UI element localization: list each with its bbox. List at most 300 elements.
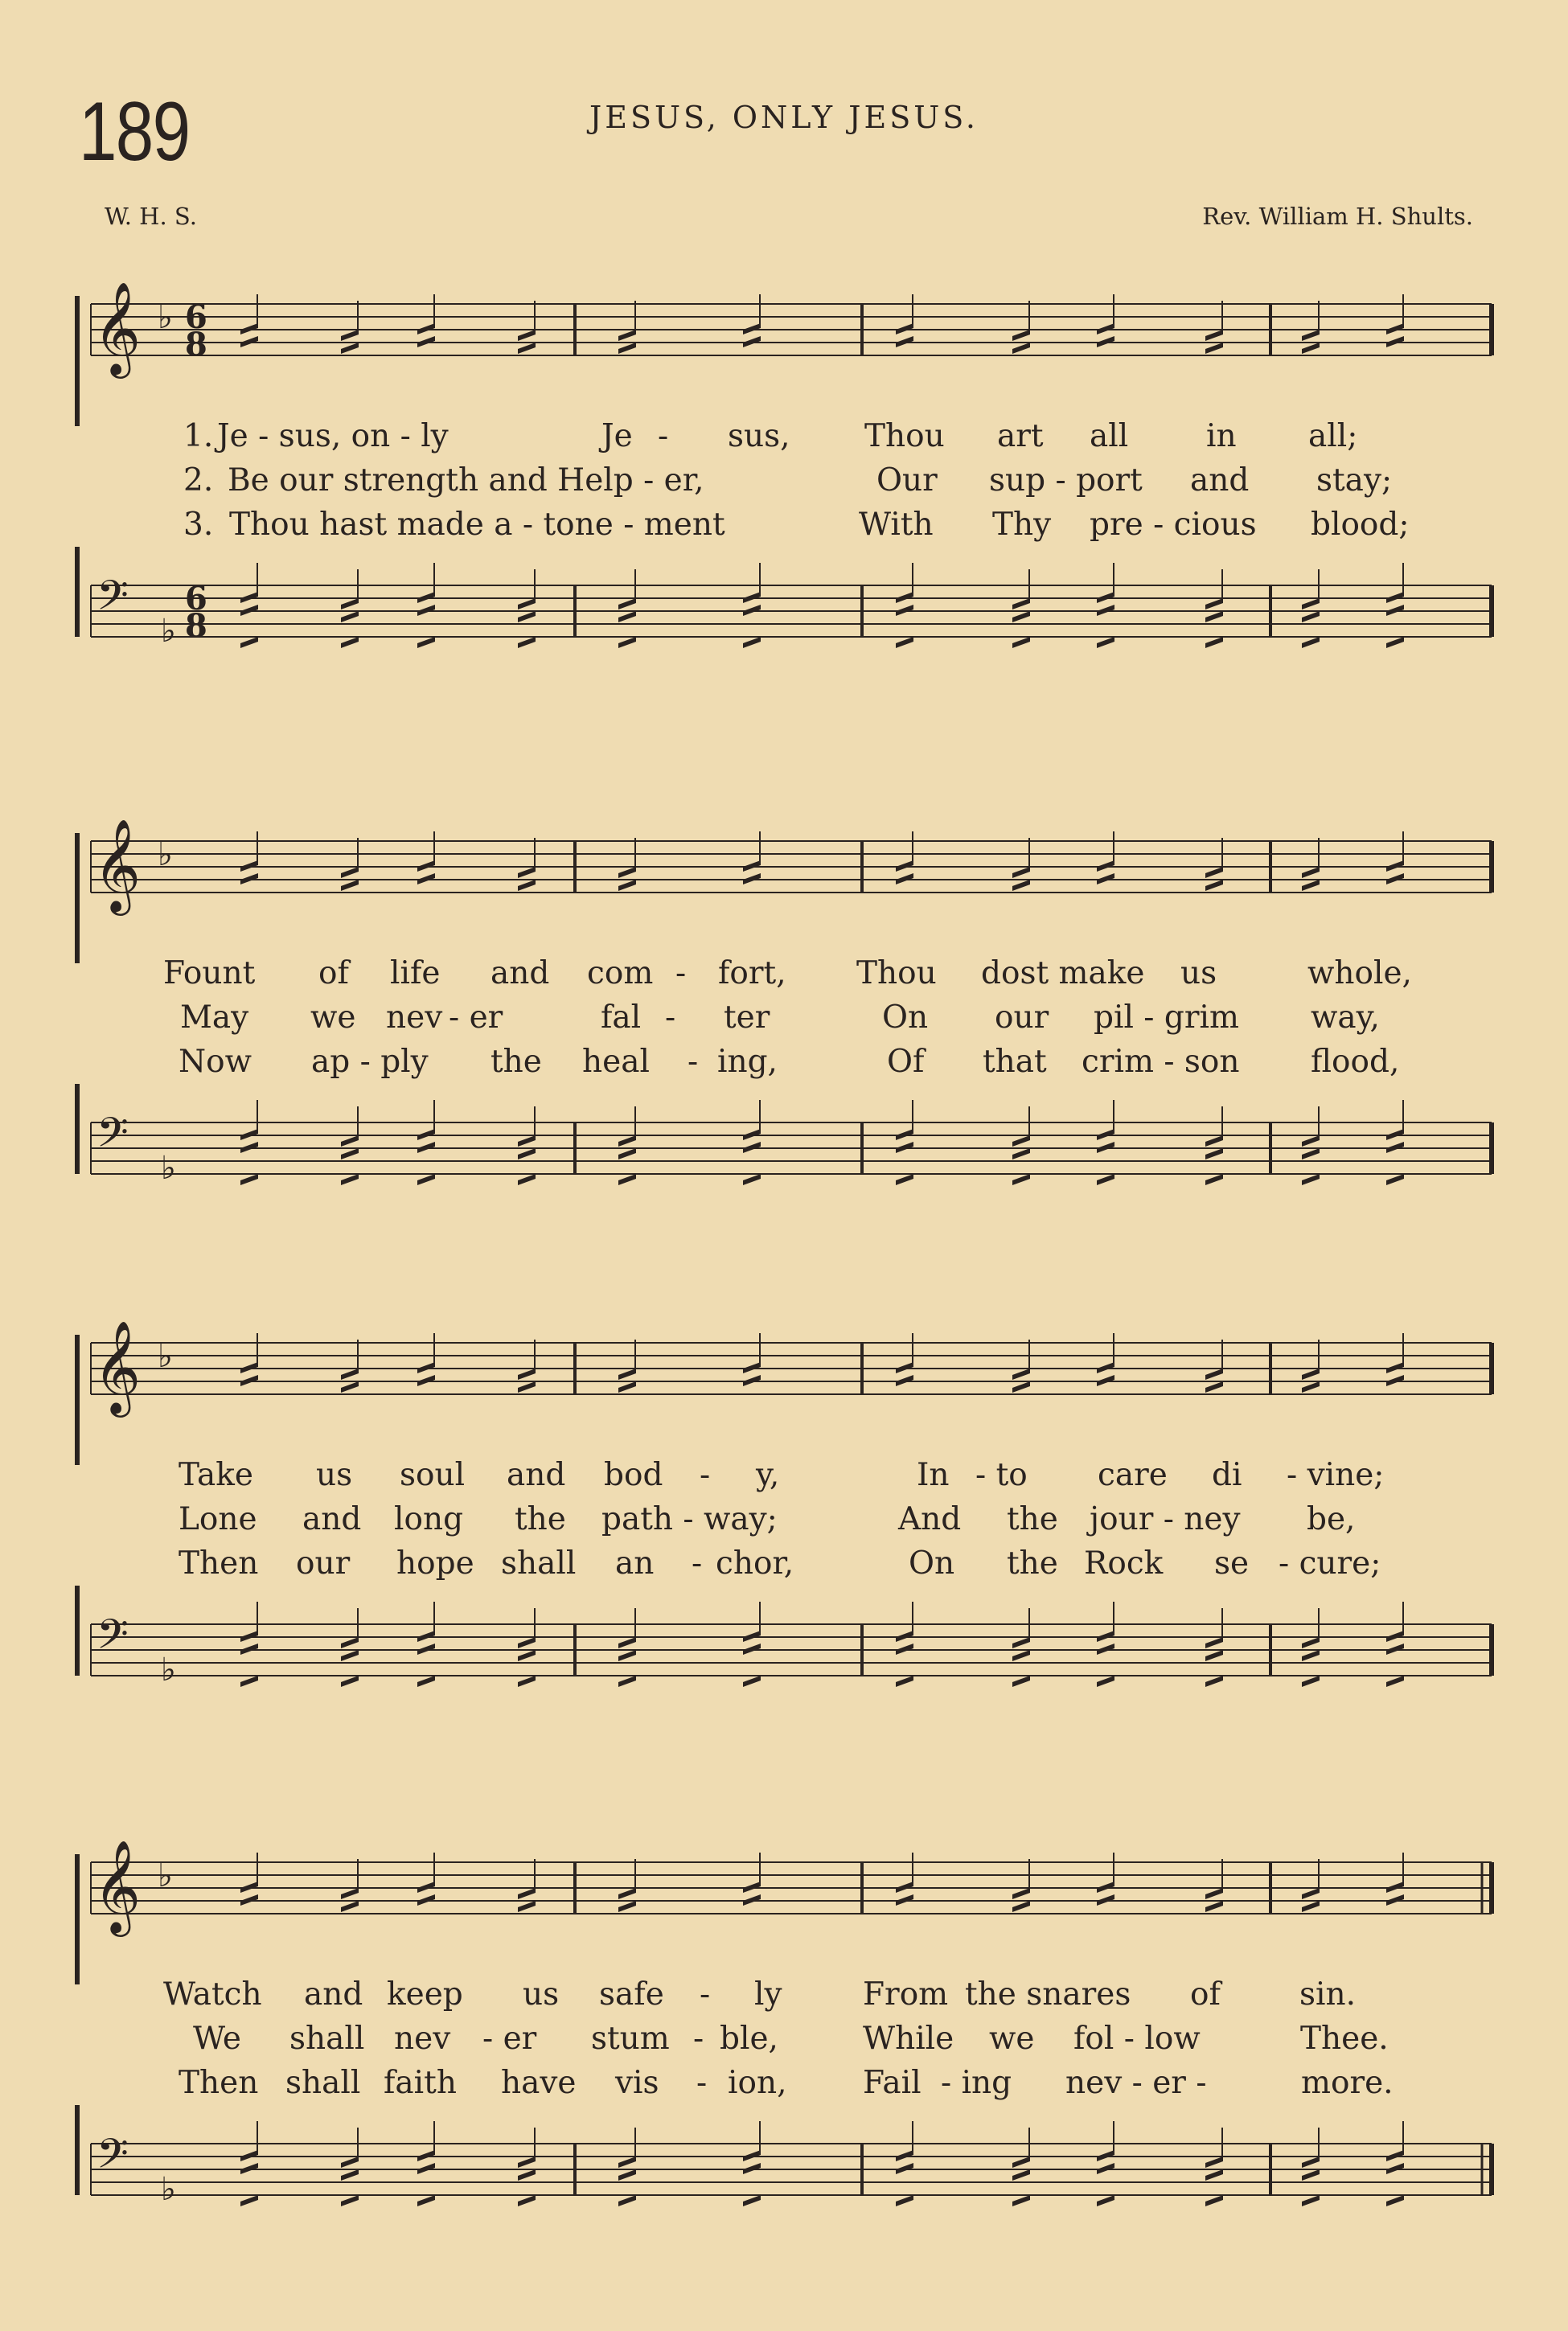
lyric-syllable: we: [989, 2021, 1035, 2057]
verse-2-line: [0, 2019, 1568, 2059]
note-head-icon: [1012, 1637, 1030, 1648]
lyric-syllable: ter: [724, 999, 770, 1036]
note-head-icon: [518, 611, 536, 622]
verse-number: 3.: [183, 507, 214, 543]
lyric-syllable: ion,: [728, 2065, 787, 2101]
flat-icon: ♭: [161, 613, 176, 650]
lyric-syllable: of: [1190, 1976, 1221, 2013]
note-head-icon: [1302, 1135, 1320, 1147]
lyric-syllable: shall: [501, 1545, 577, 1582]
lyric-syllable: com: [587, 955, 654, 991]
lyric-syllable: and: [302, 1501, 362, 1537]
lyric-syllable: our: [296, 1545, 351, 1582]
note-head-icon: [1205, 1637, 1223, 1648]
note-head-icon: [1097, 336, 1114, 347]
note-head-icon: [618, 1637, 636, 1648]
lyric-syllable: sin.: [1299, 1976, 1357, 2013]
lyric-syllable: faith: [384, 2065, 457, 2101]
note-head-icon: [1097, 2163, 1114, 2174]
note-head-icon: [1386, 1362, 1404, 1373]
note-head-icon: [1012, 611, 1030, 622]
bass-clef-icon: 𝄢: [96, 1108, 129, 1167]
note-head-icon: [417, 1375, 435, 1386]
verse-2-line: [0, 461, 1568, 501]
lyric-syllable: - er: [482, 2021, 537, 2057]
note-head-icon: [1205, 1135, 1223, 1147]
flat-icon: ♭: [158, 1338, 173, 1375]
lyric-syllable: and: [304, 1976, 363, 2013]
note-head-icon: [1097, 605, 1114, 616]
lyric-syllable: and: [1190, 462, 1250, 499]
note-head-icon: [1302, 611, 1320, 622]
note-head-icon: [1012, 2157, 1030, 2168]
lyric-syllable: flood,: [1311, 1044, 1400, 1080]
treble-staff-2: [0, 802, 1568, 963]
note-head-icon: [1012, 343, 1030, 354]
music-credit: Rev. William H. Shults.: [1202, 203, 1473, 230]
note-head-icon: [1097, 1644, 1114, 1655]
note-head-icon: [518, 1174, 536, 1185]
note-head-icon: [1012, 1381, 1030, 1393]
time-signature-icon: 8: [185, 607, 207, 645]
lyric-syllable: - cure;: [1279, 1545, 1381, 1582]
note-head-icon: [1386, 1142, 1404, 1153]
note-head-icon: [1205, 343, 1223, 354]
note-head-icon: [743, 592, 761, 603]
note-head-icon: [1205, 1901, 1223, 1912]
note-head-icon: [518, 1637, 536, 1648]
note-head-icon: [743, 1644, 761, 1655]
lyric-syllable: - er: [449, 999, 503, 1036]
note-head-icon: [240, 860, 258, 872]
lyric-syllable: May: [180, 999, 249, 1036]
note-head-icon: [1386, 2150, 1404, 2161]
note-head-icon: [341, 1637, 359, 1648]
note-head-icon: [1386, 592, 1404, 603]
note-head-icon: [341, 1650, 359, 1661]
lyric-syllable: Of: [887, 1044, 925, 1080]
lyric-syllable: in: [1206, 418, 1237, 454]
note-head-icon: [896, 1644, 913, 1655]
lyric-syllable: Thou hast made a - tone - ment: [229, 507, 725, 543]
note-head-icon: [1205, 867, 1223, 878]
note-head-icon: [1302, 867, 1320, 878]
note-head-icon: [417, 2163, 435, 2174]
note-head-icon: [1097, 637, 1114, 648]
note-head-icon: [518, 1888, 536, 1899]
note-head-icon: [1012, 1135, 1030, 1147]
note-head-icon: [618, 330, 636, 341]
hymn-title: JESUS, ONLY JESUS.: [589, 100, 979, 135]
note-head-icon: [1012, 2195, 1030, 2206]
lyric-syllable: Then: [179, 1545, 259, 1582]
note-head-icon: [417, 860, 435, 872]
lyric-syllable: On: [882, 999, 929, 1036]
note-head-icon: [341, 1381, 359, 1393]
note-head-icon: [1386, 1375, 1404, 1386]
lyric-syllable: se: [1214, 1545, 1250, 1582]
note-head-icon: [1012, 2169, 1030, 2181]
lyric-syllable: On: [909, 1545, 955, 1582]
lyric-syllable: jour - ney: [1090, 1501, 1241, 1537]
note-head-icon: [1205, 2169, 1223, 2181]
lyric-syllable: - vine;: [1287, 1457, 1385, 1493]
note-head-icon: [1302, 880, 1320, 891]
lyric-syllable: Lone: [179, 1501, 257, 1537]
note-head-icon: [1205, 330, 1223, 341]
treble-clef-icon: 𝄞: [93, 1839, 142, 1933]
lyric-syllable: And: [898, 1501, 962, 1537]
lyric-syllable: Thee.: [1300, 2021, 1389, 2057]
note-head-icon: [1012, 1901, 1030, 1912]
note-head-icon: [896, 323, 913, 334]
note-head-icon: [417, 2195, 435, 2206]
note-head-icon: [1205, 2195, 1223, 2206]
lyric-syllable: our: [995, 999, 1049, 1036]
lyric-syllable: nev - er -: [1065, 2065, 1207, 2101]
note-head-icon: [743, 1129, 761, 1140]
note-head-icon: [341, 598, 359, 609]
lyric-syllable: more.: [1301, 2065, 1394, 2101]
note-head-icon: [240, 1142, 258, 1153]
lyric-syllable: way,: [1311, 999, 1380, 1036]
note-head-icon: [417, 1174, 435, 1185]
note-head-icon: [1012, 1369, 1030, 1380]
note-head-icon: [1302, 598, 1320, 609]
lyric-syllable: ble,: [720, 2021, 778, 2057]
lyric-syllable: fort,: [718, 955, 786, 991]
music-system-2: [0, 778, 1568, 1229]
lyric-syllable: the snares: [965, 1976, 1131, 2013]
lyric-syllable: -: [658, 418, 669, 454]
lyric-syllable: the: [1007, 1501, 1058, 1537]
lyric-syllable: we: [310, 999, 356, 1036]
note-head-icon: [1302, 2169, 1320, 2181]
lyric-syllable: nev: [386, 999, 443, 1036]
note-head-icon: [417, 2150, 435, 2161]
note-head-icon: [1012, 1148, 1030, 1159]
note-head-icon: [341, 1135, 359, 1147]
lyric-syllable: sup - port: [989, 462, 1143, 499]
note-head-icon: [618, 2157, 636, 2168]
note-head-icon: [896, 2150, 913, 2161]
verse-1-line: [0, 954, 1568, 994]
note-head-icon: [341, 1174, 359, 1185]
note-head-icon: [1386, 1129, 1404, 1140]
note-head-icon: [1012, 1676, 1030, 1687]
note-head-icon: [896, 860, 913, 872]
note-head-icon: [896, 592, 913, 603]
note-head-icon: [618, 2169, 636, 2181]
note-head-icon: [896, 1142, 913, 1153]
note-head-icon: [1012, 1650, 1030, 1661]
lyric-syllable: -: [692, 1545, 703, 1582]
note-head-icon: [1302, 1148, 1320, 1159]
lyric-syllable: crim - son: [1082, 1044, 1240, 1080]
verse-3-line: [0, 1042, 1568, 1082]
note-head-icon: [1012, 880, 1030, 891]
note-head-icon: [896, 1676, 913, 1687]
note-head-icon: [518, 867, 536, 878]
lyric-syllable: -: [688, 1044, 699, 1080]
verse-2-line: [0, 998, 1568, 1038]
note-head-icon: [743, 1676, 761, 1687]
lyric-syllable: Je: [601, 418, 633, 454]
note-head-icon: [417, 1676, 435, 1687]
note-head-icon: [896, 1375, 913, 1386]
note-head-icon: [1097, 1362, 1114, 1373]
lyric-syllable: Fail: [863, 2065, 922, 2101]
note-head-icon: [518, 1676, 536, 1687]
note-head-icon: [896, 1362, 913, 1373]
note-head-icon: [1097, 1894, 1114, 1906]
note-head-icon: [1097, 1375, 1114, 1386]
lyric-syllable: Our: [876, 462, 938, 499]
note-head-icon: [1097, 1882, 1114, 1893]
note-head-icon: [240, 1676, 258, 1687]
note-head-icon: [1302, 1369, 1320, 1380]
lyric-syllable: Je - sus, on - ly: [217, 418, 449, 454]
note-head-icon: [618, 880, 636, 891]
note-head-icon: [1012, 598, 1030, 609]
note-head-icon: [240, 1362, 258, 1373]
note-head-icon: [618, 867, 636, 878]
note-head-icon: [1097, 323, 1114, 334]
note-head-icon: [896, 1882, 913, 1893]
hymn-number: 189: [79, 85, 190, 179]
note-head-icon: [1302, 1174, 1320, 1185]
note-head-icon: [240, 1882, 258, 1893]
lyric-syllable: the: [491, 1044, 542, 1080]
note-head-icon: [743, 1362, 761, 1373]
note-head-icon: [618, 1148, 636, 1159]
lyric-syllable: heal: [582, 1044, 650, 1080]
note-head-icon: [896, 1174, 913, 1185]
lyric-syllable: shall: [285, 2065, 361, 2101]
note-head-icon: [518, 2157, 536, 2168]
note-head-icon: [1302, 330, 1320, 341]
note-head-icon: [240, 1129, 258, 1140]
lyric-syllable: long: [394, 1501, 464, 1537]
note-head-icon: [1205, 2157, 1223, 2168]
lyric-syllable: all: [1090, 418, 1129, 454]
lyric-syllable: We: [193, 2021, 241, 2057]
lyric-syllable: safe: [599, 1976, 664, 2013]
treble-clef-icon: 𝄞: [93, 818, 142, 912]
note-head-icon: [743, 1631, 761, 1642]
note-head-icon: [896, 605, 913, 616]
verse-1-line: [0, 1455, 1568, 1496]
note-head-icon: [743, 336, 761, 347]
lyric-syllable: nev: [394, 2021, 451, 2057]
lyric-syllable: - to: [975, 1457, 1028, 1493]
lyric-syllable: Thou: [856, 955, 937, 991]
note-head-icon: [417, 1894, 435, 1906]
verse-number: 1.: [183, 418, 214, 454]
lyric-syllable: be,: [1307, 1501, 1356, 1537]
bass-clef-icon: 𝄢: [96, 2129, 129, 2188]
note-head-icon: [618, 1901, 636, 1912]
note-head-icon: [896, 637, 913, 648]
note-head-icon: [1386, 637, 1404, 648]
note-head-icon: [1302, 1901, 1320, 1912]
note-head-icon: [1386, 873, 1404, 884]
note-head-icon: [1302, 1676, 1320, 1687]
note-head-icon: [240, 2195, 258, 2206]
note-head-icon: [1012, 637, 1030, 648]
note-head-icon: [1205, 880, 1223, 891]
note-head-icon: [417, 1362, 435, 1373]
note-head-icon: [1302, 2157, 1320, 2168]
note-head-icon: [743, 2150, 761, 2161]
treble-staff-1: [0, 265, 1568, 426]
lyric-syllable: shall: [289, 2021, 365, 2057]
note-head-icon: [618, 1676, 636, 1687]
words-credit: W. H. S.: [105, 203, 197, 230]
lyric-syllable: an: [615, 1545, 655, 1582]
lyric-syllable: Fount: [163, 955, 256, 991]
note-head-icon: [896, 873, 913, 884]
note-head-icon: [518, 2169, 536, 2181]
note-head-icon: [341, 1676, 359, 1687]
treble-clef-icon: 𝄞: [93, 281, 142, 375]
note-head-icon: [618, 637, 636, 648]
note-head-icon: [1097, 2195, 1114, 2206]
bass-staff-1: [0, 547, 1568, 692]
bass-clef-icon: 𝄢: [96, 571, 129, 630]
lyric-syllable: that: [983, 1044, 1047, 1080]
verse-2-line: [0, 1500, 1568, 1540]
note-head-icon: [341, 1148, 359, 1159]
lyric-syllable: us: [316, 1457, 353, 1493]
time-signature-icon: 6: [185, 580, 207, 618]
lyric-syllable: Thy: [992, 507, 1052, 543]
note-head-icon: [341, 1369, 359, 1380]
lyric-syllable: Rock: [1084, 1545, 1164, 1582]
note-head-icon: [417, 873, 435, 884]
note-head-icon: [743, 2163, 761, 2174]
treble-staff-4: [0, 1824, 1568, 1984]
note-head-icon: [743, 1142, 761, 1153]
note-head-icon: [1302, 1650, 1320, 1661]
note-head-icon: [341, 1888, 359, 1899]
lyric-syllable: path - way;: [601, 1501, 778, 1537]
note-head-icon: [618, 1174, 636, 1185]
bass-staff-4: [0, 2105, 1568, 2250]
lyric-syllable: -: [700, 1457, 711, 1493]
note-head-icon: [1302, 1637, 1320, 1648]
note-head-icon: [1097, 1676, 1114, 1687]
note-head-icon: [743, 323, 761, 334]
lyric-syllable: - ing: [941, 2065, 1012, 2101]
lyric-syllable: and: [507, 1457, 566, 1493]
note-head-icon: [341, 637, 359, 648]
note-head-icon: [240, 1644, 258, 1655]
note-head-icon: [1386, 605, 1404, 616]
lyric-syllable: vis: [615, 2065, 659, 2101]
verse-1-line: [0, 1975, 1568, 2015]
note-head-icon: [896, 2163, 913, 2174]
note-head-icon: [618, 1650, 636, 1661]
note-head-icon: [743, 1174, 761, 1185]
note-head-icon: [518, 1901, 536, 1912]
note-head-icon: [1386, 323, 1404, 334]
note-head-icon: [341, 2195, 359, 2206]
lyric-syllable: From: [863, 1976, 949, 2013]
note-head-icon: [417, 637, 435, 648]
note-head-icon: [417, 592, 435, 603]
lyric-syllable: life: [390, 955, 441, 991]
note-head-icon: [341, 330, 359, 341]
lyric-syllable: pil - grim: [1094, 999, 1239, 1036]
lyric-syllable: fol - low: [1073, 2021, 1201, 2057]
note-head-icon: [518, 1650, 536, 1661]
note-head-icon: [743, 1894, 761, 1906]
bass-staff-3: [0, 1586, 1568, 1730]
time-signature-icon: 8: [185, 326, 207, 363]
note-head-icon: [1012, 867, 1030, 878]
lyric-syllable: stum: [591, 2021, 670, 2057]
note-head-icon: [1386, 860, 1404, 872]
lyric-syllable: us: [523, 1976, 560, 2013]
lyric-syllable: Take: [179, 1457, 253, 1493]
note-head-icon: [1097, 592, 1114, 603]
note-head-icon: [618, 343, 636, 354]
lyric-syllable: Thou: [864, 418, 945, 454]
note-head-icon: [341, 2169, 359, 2181]
lyric-syllable: have: [501, 2065, 577, 2101]
note-head-icon: [743, 860, 761, 872]
note-head-icon: [341, 611, 359, 622]
lyric-syllable: -: [696, 2065, 708, 2101]
note-head-icon: [1205, 1381, 1223, 1393]
lyric-syllable: whole,: [1307, 955, 1412, 991]
lyric-syllable: dost make: [981, 955, 1145, 991]
note-head-icon: [1302, 1381, 1320, 1393]
note-head-icon: [1386, 2195, 1404, 2206]
note-head-icon: [341, 867, 359, 878]
note-head-icon: [341, 2157, 359, 2168]
note-head-icon: [1012, 330, 1030, 341]
verse-3-line: [0, 505, 1568, 545]
note-head-icon: [1097, 1174, 1114, 1185]
lyric-syllable: care: [1098, 1457, 1168, 1493]
lyric-syllable: -: [675, 955, 687, 991]
note-head-icon: [618, 611, 636, 622]
note-head-icon: [618, 2195, 636, 2206]
note-head-icon: [1097, 1631, 1114, 1642]
lyric-syllable: the: [515, 1501, 566, 1537]
note-head-icon: [518, 343, 536, 354]
note-head-icon: [896, 1894, 913, 1906]
flat-icon: ♭: [161, 1150, 176, 1187]
flat-icon: ♭: [158, 836, 173, 873]
note-head-icon: [417, 323, 435, 334]
note-head-icon: [1386, 2163, 1404, 2174]
lyric-syllable: soul: [400, 1457, 466, 1493]
note-head-icon: [1386, 1894, 1404, 1906]
music-system-3: [0, 1280, 1568, 1730]
note-head-icon: [240, 1631, 258, 1642]
lyric-syllable: art: [997, 418, 1044, 454]
lyric-syllable: ly: [754, 1976, 782, 2013]
lyric-syllable: -: [693, 2021, 704, 2057]
lyric-syllable: While: [863, 2021, 954, 2057]
note-head-icon: [240, 323, 258, 334]
lyric-syllable: of: [318, 955, 349, 991]
lyric-syllable: -: [700, 1976, 711, 2013]
note-head-icon: [341, 343, 359, 354]
